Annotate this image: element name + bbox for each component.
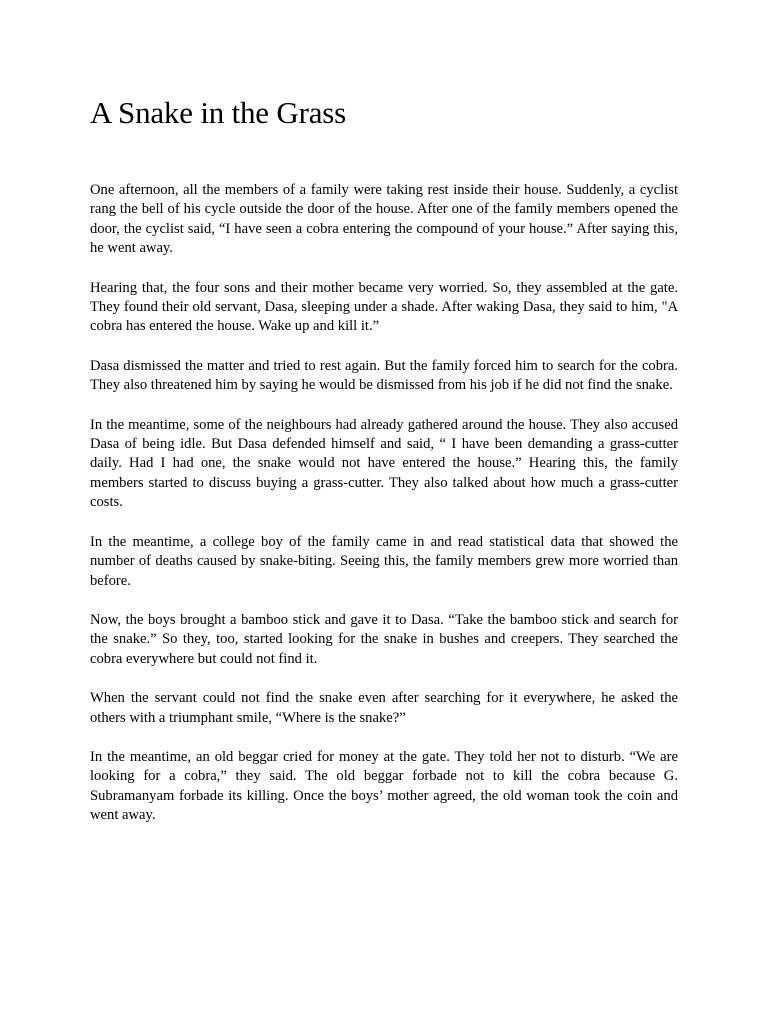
paragraph-8: In the meantime, an old beggar cried for money at the gate. They told her not to disturb. “We are looking for a cobra,” they said. The old beggar forbade not to kill the cobra because G. Subramanyam forbade its killing. Once the boys’ mother agreed, the old woman took the coin and went away. — [90, 748, 678, 824]
paragraph-6: Now, the boys brought a bamboo stick and gave it to Dasa. “Take the bamboo stick and search for the snake.” So they, too, started looking for the snake in bushes and creepers. They searched the cobra everywhere but could not find it. — [90, 611, 678, 667]
document-page — [90, 0, 678, 1024]
paragraph-2: Hearing that, the four sons and their mother became very worried. So, they assembled at the gate. They found their old servant, Dasa, sleeping under a shade. After waking Dasa, they said to him, "A cobra has entered the house. Wake up and kill it.” — [90, 279, 678, 335]
paragraph-5: In the meantime, a college boy of the family came in and read statistical data that showed the number of deaths caused by snake-biting. Seeing this, the family members grew more worried than before. — [90, 533, 678, 589]
document-title: A Snake in the Grass — [90, 95, 347, 130]
paragraph-3: Dasa dismissed the matter and tried to rest again. But the family forced him to search for the cobra. They also threatened him by saying he would be dismissed from his job if he did not find the snake. — [90, 357, 678, 394]
paragraph-1: One afternoon, all the members of a family were taking rest inside their house. Suddenly, a cyclist rang the bell of his cycle outside the door of the house. After one of the family members opened the door, the cyclist said, “I have seen a cobra entering the compound of your house.” After saying this, he went away. — [90, 182, 678, 257]
paragraph-4: In the meantime, some of the neighbours had already gathered around the house. They also accused Dasa of being idle. But Dasa defended himself and said, “ I have been demanding a grass-cutter daily. Had I had one, the snake would not have entered the house.” Hearing this, the family members started to discuss buying a grass-cutter. They also talked about how much a grass-cutter costs. — [90, 416, 678, 511]
paragraph-7: When the servant could not find the snake even after searching for it everywhere, he asked the others with a triumphant smile, “Where is the snake?” — [90, 690, 678, 726]
document-body — [90, 181, 678, 846]
